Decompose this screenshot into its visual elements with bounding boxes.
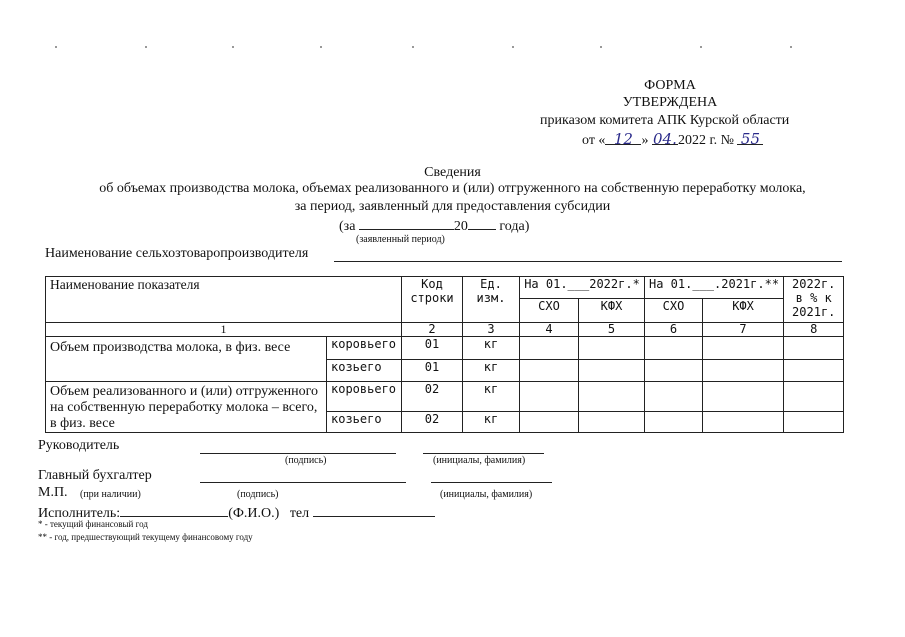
cell[interactable]	[784, 337, 844, 360]
phone-label: тел	[289, 506, 310, 521]
cell[interactable]	[579, 360, 645, 382]
row-production-cow-code: 01	[402, 337, 463, 360]
col-num-5: 5	[579, 323, 645, 337]
period-close: года)	[499, 219, 530, 234]
row-production-cow-unit: кг	[463, 337, 520, 360]
data-table	[45, 276, 844, 433]
header-name: Наименование показателя	[46, 277, 402, 323]
header-sho-previous: СХО	[645, 299, 703, 323]
executor-field[interactable]	[120, 502, 228, 517]
cell[interactable]	[645, 412, 703, 433]
order-date	[582, 130, 763, 149]
cell[interactable]	[520, 412, 579, 433]
cell[interactable]	[703, 337, 784, 360]
col-num-2: 2	[402, 323, 463, 337]
cell[interactable]	[520, 382, 579, 412]
col-num-8: 8	[784, 323, 844, 337]
period-year: 20	[453, 219, 468, 234]
cell[interactable]	[520, 360, 579, 382]
row-production-cow: коровьего	[327, 337, 402, 360]
cell[interactable]	[703, 360, 784, 382]
row-sold-goat-unit: кг	[463, 412, 520, 433]
row-sold-cow: коровьего	[327, 382, 402, 412]
col-num-3: 3	[463, 323, 520, 337]
accountant-signature-field[interactable]	[200, 482, 406, 483]
header-kfh-current: КФХ	[579, 299, 645, 323]
header-percent: 2022г. в % к 2021г.	[784, 277, 844, 323]
period-blank[interactable]	[359, 215, 454, 230]
col-num-1: 1	[46, 323, 402, 337]
accountant-initials-field[interactable]	[431, 482, 552, 483]
cell[interactable]	[784, 360, 844, 382]
producer-label: Наименование сельхозтоваропроизводителя	[45, 246, 309, 261]
order-text: приказом комитета АПК Курской области	[540, 113, 790, 128]
row-production-goat: козьего	[327, 360, 402, 382]
row-sold-goat: козьего	[327, 412, 402, 433]
cell[interactable]	[579, 412, 645, 433]
row-sold-label: Объем реализованного и (или) отгруженного на собственную переработку молока – всего, в физ. весе	[46, 382, 327, 433]
producer-field[interactable]	[334, 261, 842, 262]
accountant-label: Главный бухгалтер	[38, 468, 152, 483]
header-unit: Ед. изм.	[463, 277, 520, 323]
date-day-suffix: »	[641, 133, 649, 148]
cell[interactable]	[645, 382, 703, 412]
col-num-7: 7	[703, 323, 784, 337]
cell[interactable]	[703, 412, 784, 433]
cell[interactable]	[645, 360, 703, 382]
doc-subtitle-1: об объемах производства молока, объемах реализованного и (или) отгруженного на собственную переработку молока,	[99, 181, 806, 196]
order-day: 12	[605, 130, 641, 145]
executor-fio: (Ф.И.О.)	[228, 506, 280, 521]
footnote-current-year: * - текущий финансовый год	[38, 519, 148, 529]
mp-label: М.П.	[38, 485, 68, 500]
order-year: 2022 г. №	[677, 133, 734, 148]
row-production-goat-unit: кг	[463, 360, 520, 382]
header-previous: На 01.___.2021г.**	[645, 277, 784, 299]
period-open: (за	[339, 219, 356, 234]
row-sold-cow-unit: кг	[463, 382, 520, 412]
cell[interactable]	[579, 382, 645, 412]
order-month: 04.	[653, 130, 677, 148]
cell[interactable]	[703, 382, 784, 412]
date-prefix: от «	[582, 133, 606, 148]
approved-label: УТВЕРЖДЕНА	[622, 95, 718, 110]
accountant-initials-caption: (инициалы, фамилия)	[440, 489, 533, 500]
cell[interactable]	[579, 337, 645, 360]
footnote-previous-year: ** - год, предшествующий текущему финансовому году	[38, 532, 253, 542]
doc-title: Сведения	[424, 165, 481, 180]
row-production-label: Объем производства молока, в физ. весе	[46, 337, 327, 382]
header-code: Код строки	[402, 277, 463, 323]
col-num-4: 4	[520, 323, 579, 337]
row-sold-cow-code: 02	[402, 382, 463, 412]
cell[interactable]	[520, 337, 579, 360]
header-current: На 01.___2022г.*	[520, 277, 645, 299]
executor-label: Исполнитель:	[38, 506, 121, 521]
cell[interactable]	[784, 382, 844, 412]
mp-note: (при наличии)	[80, 489, 141, 500]
header-sho-current: СХО	[520, 299, 579, 323]
col-num-6: 6	[645, 323, 703, 337]
cell[interactable]	[784, 412, 844, 433]
head-signature-caption: (подпись)	[285, 455, 327, 466]
phone-field[interactable]	[313, 502, 435, 517]
period-year-blank[interactable]	[468, 215, 496, 230]
head-initials-caption: (инициалы, фамилия)	[433, 455, 526, 466]
doc-subtitle-2: за период, заявленный для предоставления субсидии	[294, 199, 611, 214]
header-kfh-previous: КФХ	[703, 299, 784, 323]
head-signature-field[interactable]	[200, 453, 396, 454]
row-production-goat-code: 01	[402, 360, 463, 382]
cell[interactable]	[645, 337, 703, 360]
head-label: Руководитель	[38, 438, 120, 453]
form-label: ФОРМА	[644, 78, 696, 93]
order-number: 55	[737, 130, 763, 145]
period-line	[339, 215, 529, 235]
row-sold-goat-code: 02	[402, 412, 463, 433]
head-initials-field[interactable]	[423, 453, 544, 454]
period-caption: (заявленный период)	[356, 234, 445, 245]
accountant-signature-caption: (подпись)	[237, 489, 279, 500]
